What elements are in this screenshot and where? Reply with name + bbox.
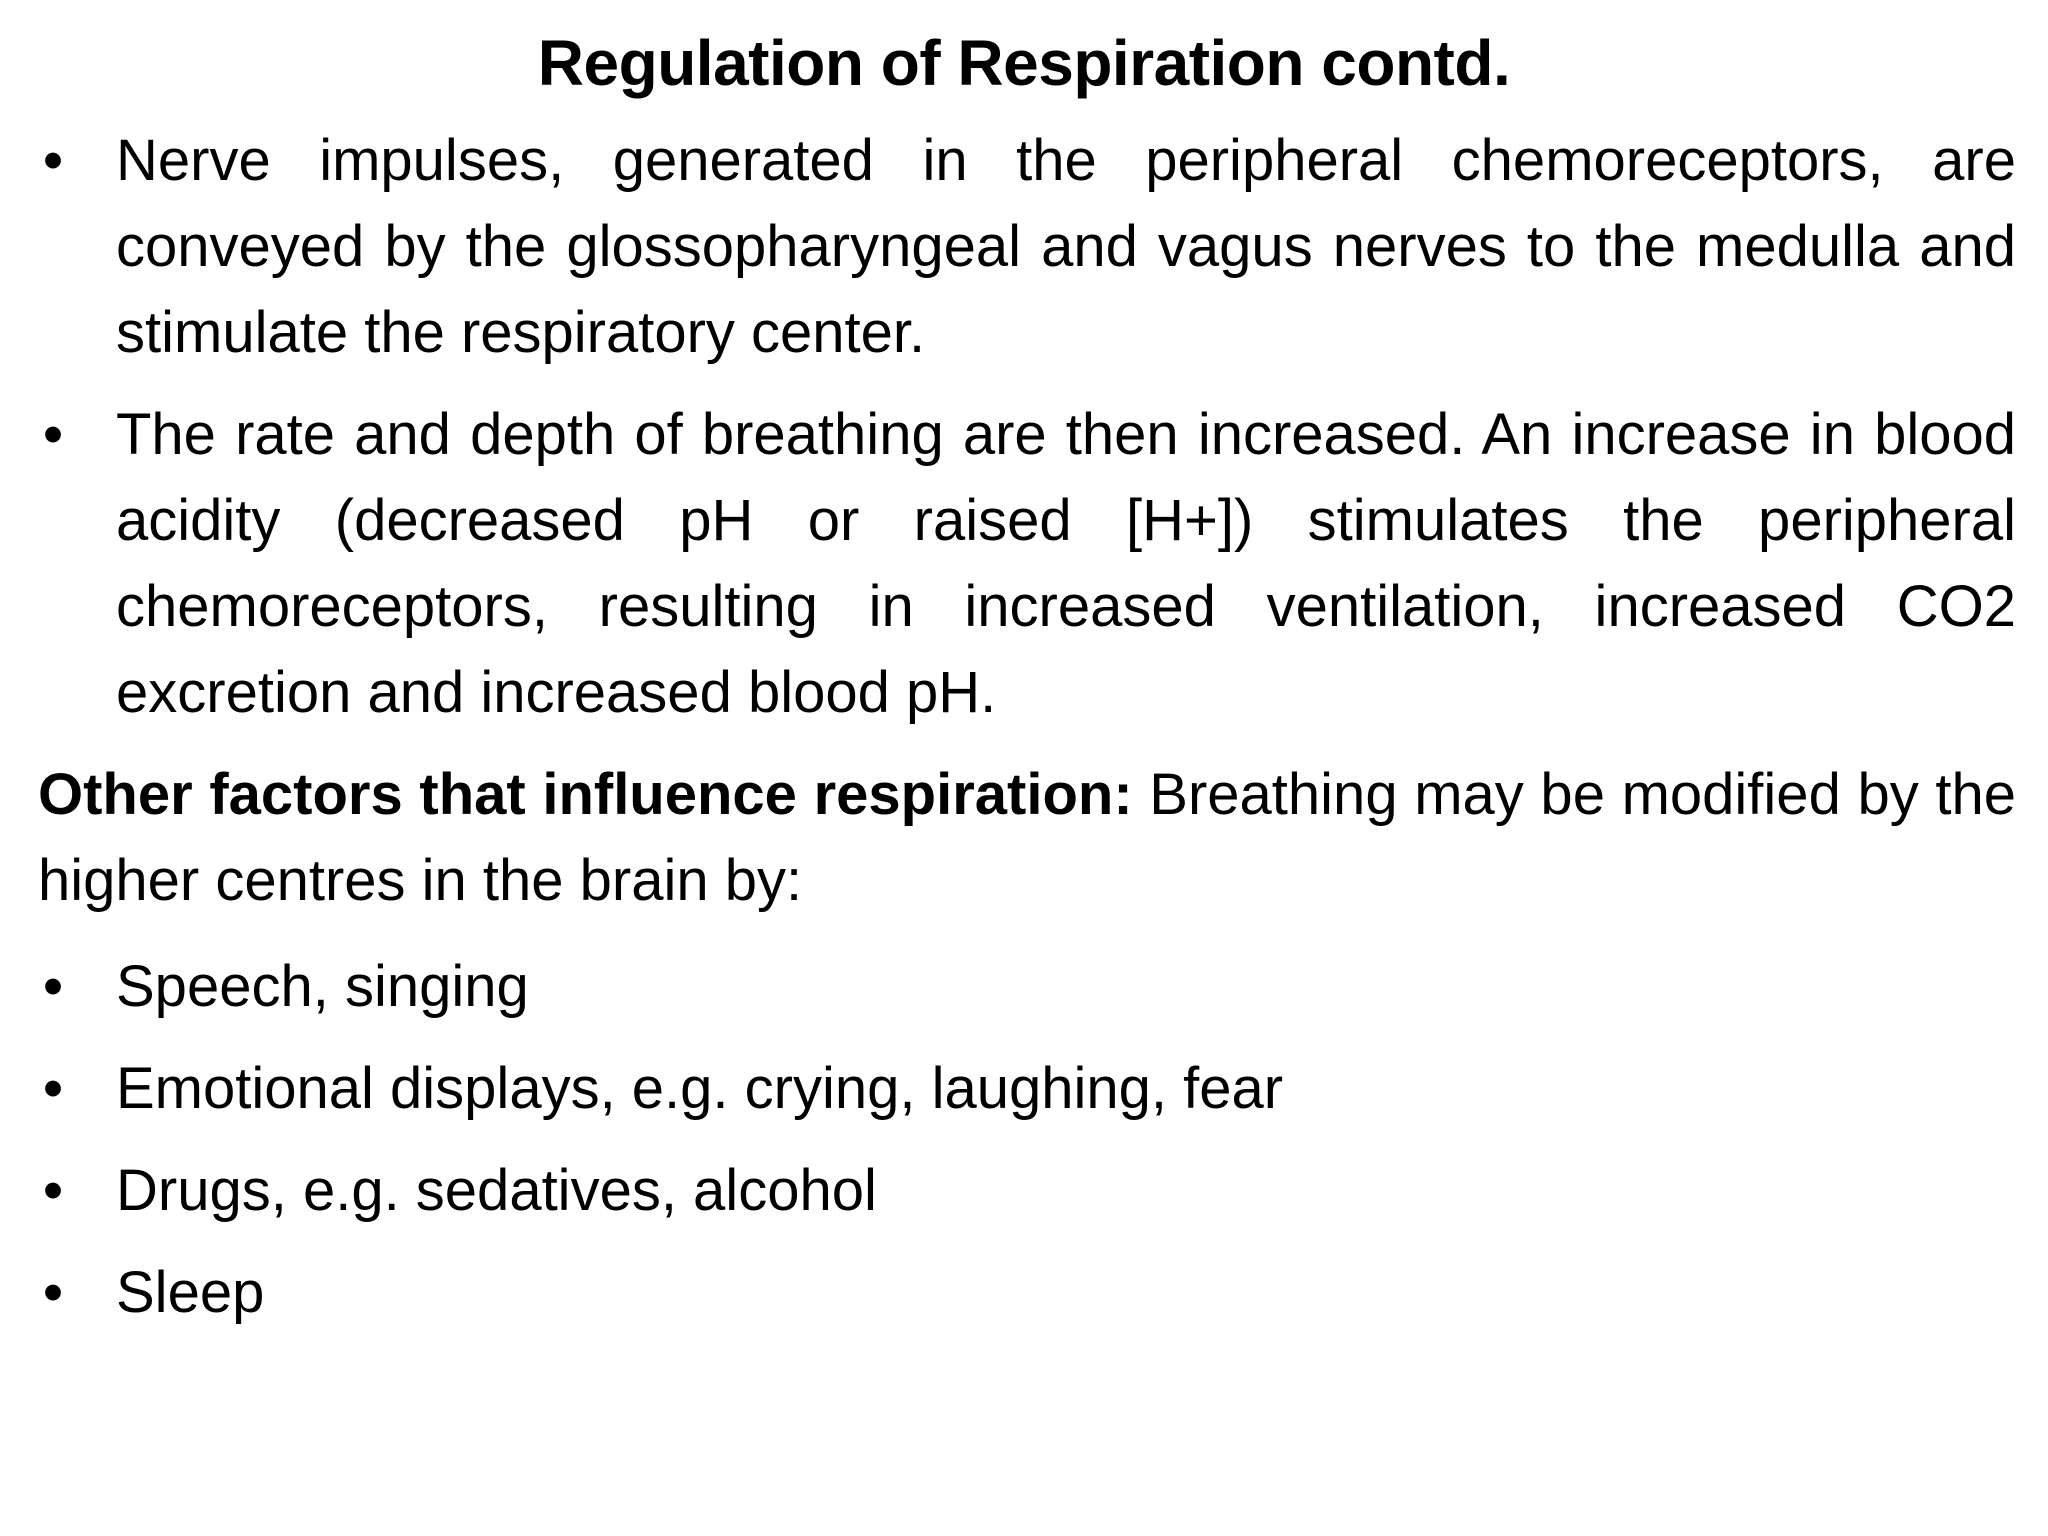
bullet-item [38, 944, 2016, 1030]
bullet-dot-icon: • [42, 402, 64, 467]
bullet-item [38, 392, 2016, 736]
bullet-item [38, 118, 2016, 376]
factors-paragraph [38, 752, 2016, 924]
factors-heading: Other factors that influence respiration: [38, 762, 1133, 827]
bullet-text: Drugs, e.g. sedatives, alcohol [116, 1158, 877, 1223]
bullet-dot-icon: • [42, 128, 64, 193]
bullet-text: The rate and depth of breathing are then increased. An increase in blood acidity (decreased pH or raised [H+]) stimulates the peripheral chemoreceptors, resulting in increased ventilation, increased CO2 excretion and increased blood pH. [116, 402, 2016, 725]
bullet-item [38, 1250, 2016, 1336]
bullet-dot-icon: • [42, 1056, 64, 1121]
factors-text: Breathing may be modified by the higher centres in the brain by: [38, 762, 2016, 913]
bullet-dot-icon: • [42, 954, 64, 1019]
bullet-item [38, 1148, 2016, 1234]
bullet-item [38, 1046, 2016, 1132]
bullet-list-bottom [38, 944, 2016, 1336]
slide-content [38, 118, 2016, 1352]
bullet-text: Sleep [116, 1260, 265, 1325]
bullet-dot-icon: • [42, 1158, 64, 1223]
slide-title: Regulation of Respiration contd. [537, 27, 1511, 99]
bullet-text: Nerve impulses, generated in the peripheral chemoreceptors, are conveyed by the glossopharyngeal and vagus nerves to the medulla and stimulate the respiratory center. [116, 128, 2016, 365]
bullet-dot-icon: • [42, 1260, 64, 1325]
bullet-text: Emotional displays, e.g. crying, laughing, fear [116, 1056, 1284, 1121]
bullet-list-top [38, 118, 2016, 736]
bullet-text: Speech, singing [116, 954, 529, 1019]
